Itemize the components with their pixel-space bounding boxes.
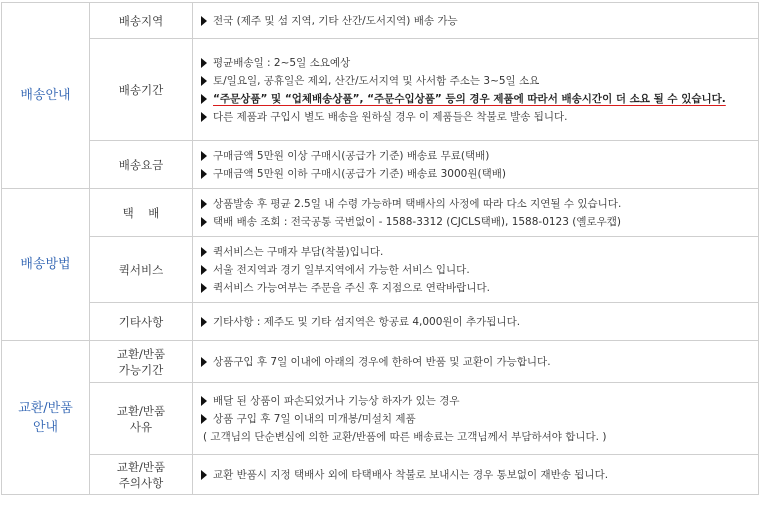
list-item: 기타사항 : 제주도 및 기타 섬지역은 항공료 4,000원이 추가됩니다. [201,313,752,331]
list-item: 서울 전지역과 경기 일부지역에서 가능한 서비스 입니다. [201,261,752,279]
list-item: 교환 반품시 지정 택배사 외에 타택배사 착불로 보내시는 경우 통보없이 재반송 됩니다. [201,466,752,484]
section-shipping-method: 배송방법 [2,189,90,341]
label-quick: 퀵서비스 [90,237,193,303]
section-exchange-return: 교환/반품 안내 [2,341,90,495]
list-item: 다른 제품과 구입시 별도 배송을 원하실 경우 이 제품들은 착불로 발송 됩니다. [201,108,752,126]
label-period-exchange: 교환/반품 가능기간 [90,341,193,383]
label-period: 배송기간 [90,39,193,141]
list-item: 택배 배송 조회 : 전국공통 국번없이 - 1588-3312 (CJCLS택배), 1588-0123 (옐로우캡) [201,213,752,231]
row-reason [2,383,759,455]
list-item: 퀵서비스 가능여부는 주문을 주신 후 지점으로 연락바랍니다. [201,279,752,297]
bullet-triangle-icon [201,169,207,179]
section-shipping-guide: 배송안내 [2,3,90,189]
row-fee [2,141,759,189]
list-item: 구매금액 5만원 이상 구매시(공급가 기준) 배송료 무료(택배) [201,147,752,165]
bullet-triangle-icon [201,470,207,480]
bullet-triangle-icon [201,58,207,68]
label-caution: 교환/반품 주의사항 [90,455,193,495]
bullet-triangle-icon [201,94,207,104]
list-item: 배달 된 상품이 파손되었거나 기능상 하자가 있는 경우 [201,392,752,410]
row-region [2,3,759,39]
row-period-exchange [2,341,759,383]
delay-warning-text: “주문상품” 및 “업체배송상품”, “주문수입상품” 등의 경우 제품에 따라서 배송시간이 더 소요 될 수 있습니다. [213,92,726,105]
list-item: 전국 (제주 및 섬 지역, 기타 산간/도서지역) 배송 가능 [201,12,752,30]
bullet-triangle-icon [201,265,207,275]
list-item: 토/일요일, 공휴일은 제외, 산간/도서지역 및 사서함 주소는 3~5일 소요 [201,72,752,90]
list-item: 구매금액 5만원 이하 구매시(공급가 기준) 배송료 3000원(택배) [201,165,752,183]
row-caution [2,455,759,495]
bullet-triangle-icon [201,151,207,161]
bullet-triangle-icon [201,112,207,122]
label-reason: 교환/반품 사유 [90,383,193,455]
label-fee: 배송요금 [90,141,193,189]
bullet-triangle-icon [201,217,207,227]
bullet-triangle-icon [201,76,207,86]
list-item: 상품 구입 후 7일 이내의 미개봉/미설치 제품 [201,410,752,428]
bullet-triangle-icon [201,317,207,327]
label-region: 배송지역 [90,3,193,39]
list-item: 평균배송일 : 2~5일 소요예상 [201,54,752,72]
bullet-triangle-icon [201,16,207,26]
bullet-triangle-icon [201,247,207,257]
bullet-triangle-icon [201,283,207,293]
shipping-info-table [1,2,759,495]
bullet-triangle-icon [201,414,207,424]
bullet-triangle-icon [201,396,207,406]
shipping-fee-note: ( 고객님의 단순변심에 의한 교환/반품에 따른 배송료는 고객님께서 부담하셔야 합니다. ) [203,430,607,443]
list-item [201,90,752,108]
row-period [2,39,759,141]
list-item: 상품발송 후 평균 2.5일 내 수령 가능하며 택배사의 사정에 따라 다소 지연될 수 있습니다. [201,195,752,213]
row-courier [2,189,759,237]
bullet-triangle-icon [201,357,207,367]
list-item: 상품구입 후 7일 이내에 아래의 경우에 한하여 반품 및 교환이 가능합니다. [201,353,752,371]
list-item: 퀵서비스는 구매자 부담(착불)입니다. [201,243,752,261]
bullet-triangle-icon [201,199,207,209]
label-courier: 택 배 [90,189,193,237]
row-etc [2,303,759,341]
row-quick [2,237,759,303]
label-etc: 기타사항 [90,303,193,341]
